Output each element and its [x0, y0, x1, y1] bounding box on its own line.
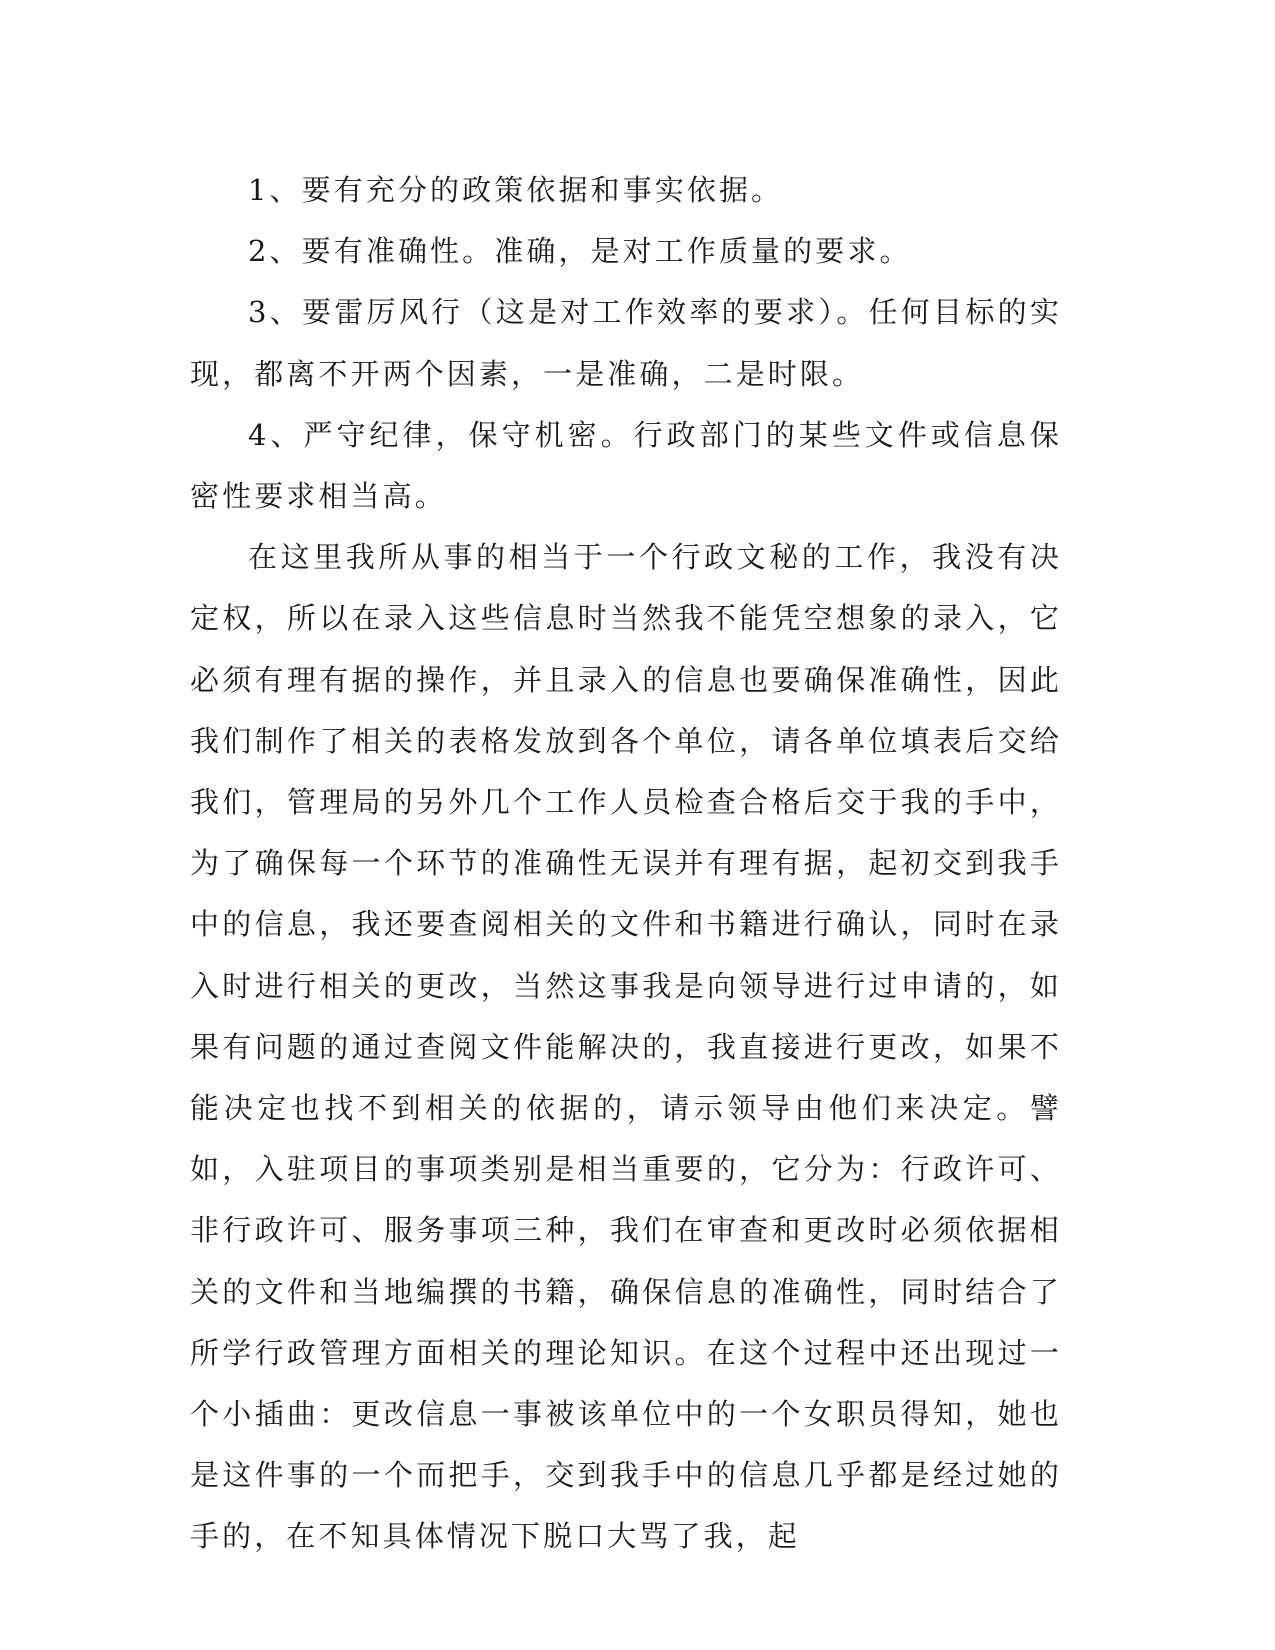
paragraph-5: 在这里我所从事的相当于一个行政文秘的工作，我没有决定权，所以在录入这些信息时当然我不能凭空想象的录入，它必须有理有据的操作，并且录入的信息也要确保准确性，因此我们制作了相关的表格发放到各个单位，请各单位填表后交给我们，管理局的另外几个工作人员检查合格后交于我的手中，为了确保每一个环节的准确性无误并有理有据，起初交到我手中的信息，我还要查阅相关的文件和书籍进行确认，同时在录入时进行相关的更改，当然这事我是向领导进行过申请的，如果有问题的通过查阅文件能解决的，我直接进行更改，如果不能决定也找不到相关的依据的，请示领导由他们来决定。譬如，入驻项目的事项类别是相当重要的，它分为：行政许可、非行政许可、服务事项三种，我们在审查和更改时必须依据相关的文件和当地编撰的书籍，确保信息的准确性，同时结合了所学行政管理方面相关的理论知识。在这个过程中还出现过一个小插曲：更改信息一事被该单位中的一个女职员得知，她也是这件事的一个而把手，交到我手中的信息几乎都是经过她的手的，在不知具体情况下脱口大骂了我，起 — [190, 540, 1062, 1554]
body-text — [190, 160, 1062, 1568]
paragraph-1: 1、要有充分的政策依据和事实依据。 — [248, 173, 784, 207]
paragraph-4: 4、严守纪律，保守机密。行政部门的某些文件或信息保密性要求相当高。 — [190, 417, 1062, 514]
paragraph-3: 3、要雷厉风行（这是对工作效率的要求）。任何目标的实现，都离不开两个因素，一是准确，二是时限。 — [190, 295, 1062, 391]
paragraph-2: 2、要有准确性。准确，是对工作质量的要求。 — [248, 234, 912, 269]
